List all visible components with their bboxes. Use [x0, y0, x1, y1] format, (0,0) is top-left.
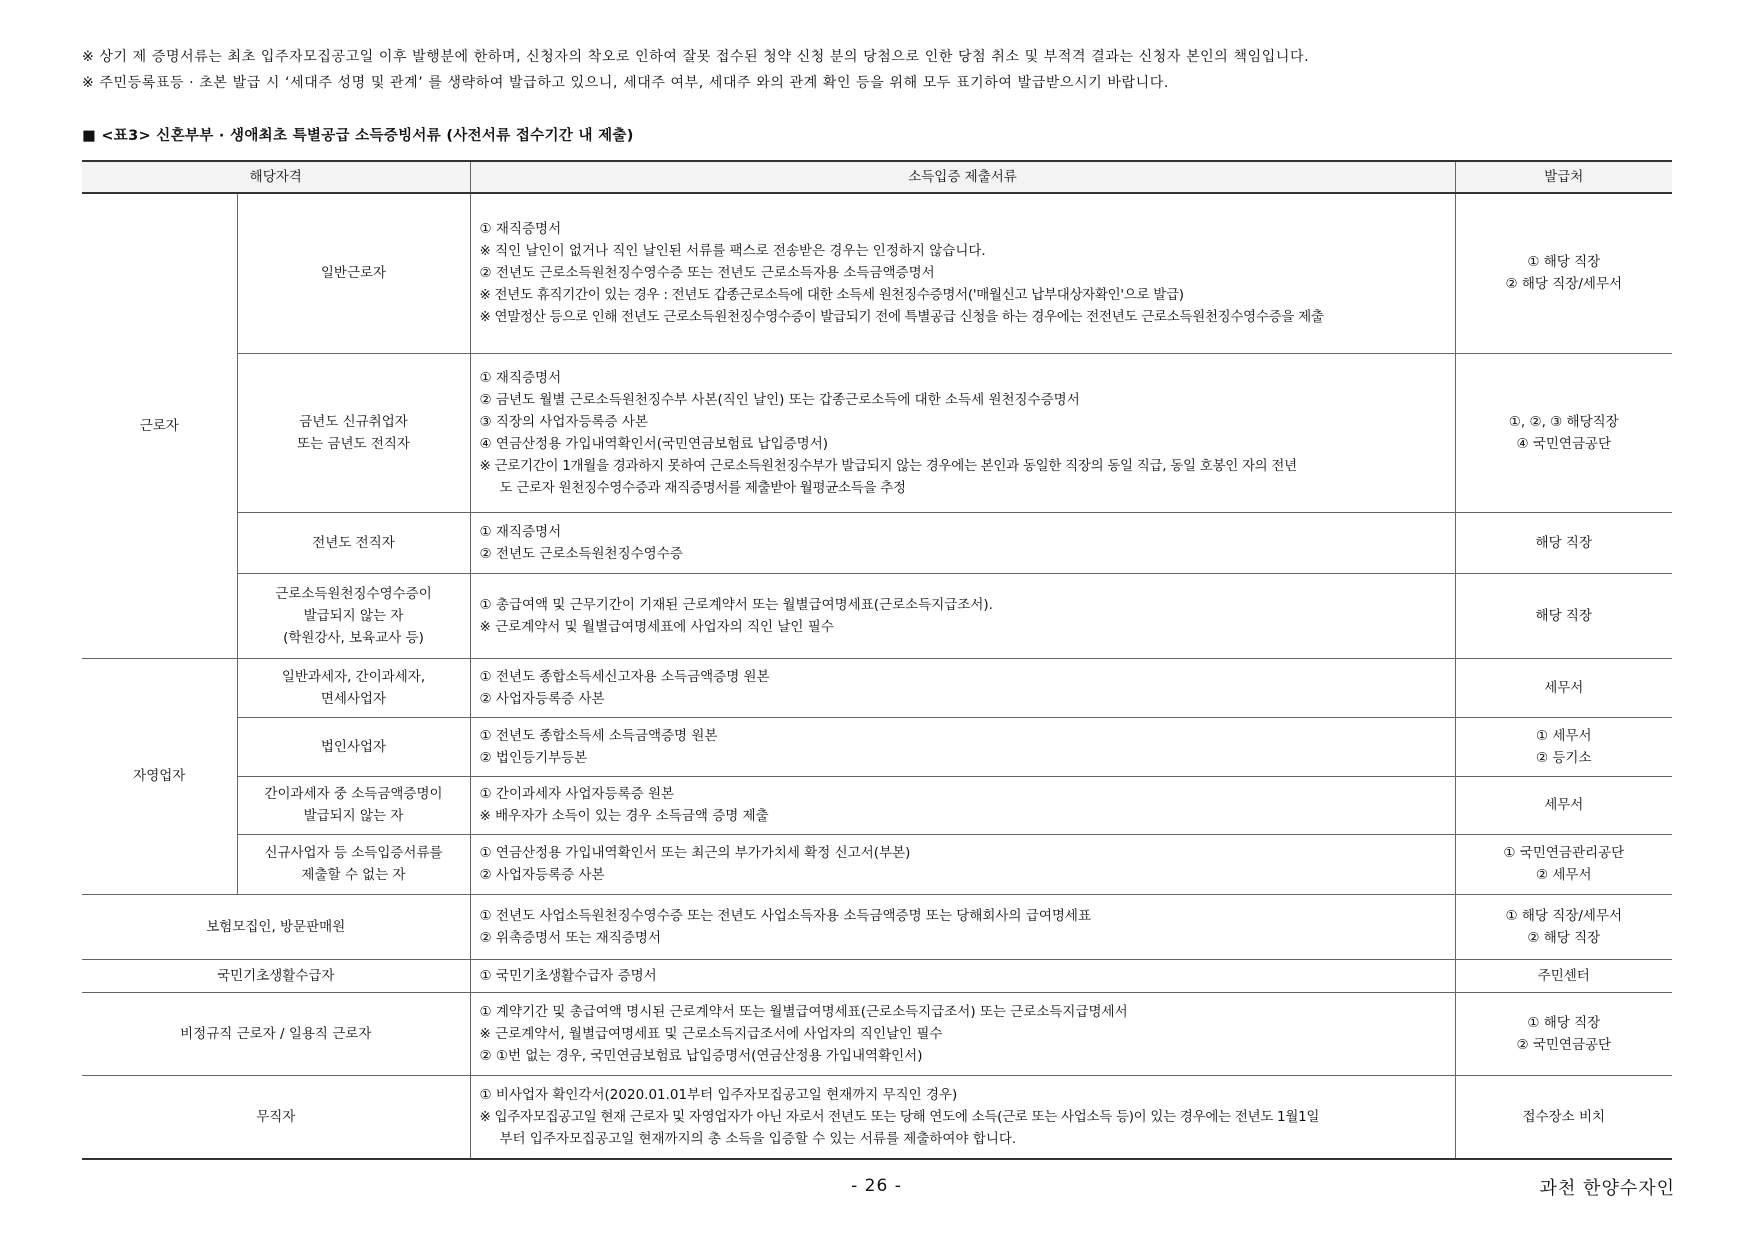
document-note: ※ 연말정산 등으로 인해 전년도 근로소득원천징수영수증이 발급되기 전에 특별공급 신청을 하는 경우에는 전전년도 근로소득원천징수영수증을 제출	[479, 309, 1324, 326]
qualification-cell	[237, 512, 470, 573]
qualification-cell	[237, 193, 470, 353]
table-header-row	[82, 161, 1672, 193]
qualification-text: 간이과세자 중 소득금액증명이	[264, 786, 443, 802]
issuer-cell	[1455, 512, 1672, 573]
header-documents: 소득입증 제출서류	[470, 161, 1455, 193]
document-line: ① 비사업자 확인각서(2020.01.01부터 입주자모집공고일 현재까지 무직인 경우)	[479, 1086, 958, 1103]
documents-cell	[470, 658, 1455, 717]
table-row	[82, 992, 1672, 1075]
issuer-text: ② 해당 직장/세무서	[1505, 276, 1623, 293]
document-line: ② 위촉증명서 또는 재직증명서	[479, 929, 661, 946]
qualification-text: 국민기초생활수급자	[217, 967, 335, 984]
issuer-cell	[1455, 353, 1672, 512]
qualification-text: 금년도 신규취업자	[299, 413, 408, 430]
qualification-cell	[237, 717, 470, 776]
document-note: ※ 직인 날인이 없거나 직인 날인된 서류를 팩스로 전송받은 경우는 인정하지 않습니다.	[479, 243, 986, 260]
header-issuer: 발급처	[1455, 161, 1672, 193]
document-line: ① 국민기초생활수급자 증명서	[479, 967, 657, 984]
issuer-text: 세무서	[1544, 797, 1584, 813]
qualification-text: 보험모집인, 방문판매원	[206, 918, 346, 935]
qualification-cell	[82, 1075, 470, 1159]
issuer-text: ④ 국민연금공단	[1516, 435, 1612, 452]
qualification-text: 비정규직 근로자 / 일용직 근로자	[180, 1025, 372, 1042]
table-row	[82, 1075, 1672, 1159]
issuer-cell	[1455, 717, 1672, 776]
issuer-text: 세무서	[1544, 679, 1584, 696]
documents-cell	[470, 894, 1455, 959]
qualification-text: 발급되지 않는 자	[303, 607, 404, 624]
documents-cell	[470, 1075, 1455, 1159]
qualification-text: 일반근로자	[320, 265, 387, 282]
document-note: ※ 입주자모집공고일 현재 근로자 및 자영업자가 아닌 자로서 전년도 또는 당해 연도에 소득(근로 또는 사업소득 등)이 있는 경우에는 전년도 1월1일	[479, 1108, 1320, 1125]
qualification-text: 법인사업자	[320, 738, 387, 755]
documents-cell	[470, 353, 1455, 512]
document-line: ② 법인등기부등본	[479, 749, 588, 766]
table-row	[82, 776, 1672, 834]
document-line: ② 사업자등록증 사본	[479, 690, 605, 707]
document-line: ① 연금산정용 가입내역확인서 또는 최근의 부가가치세 확정 신고서(부본)	[479, 845, 911, 861]
table-row	[82, 573, 1672, 658]
qualification-text: 무직자	[256, 1108, 296, 1125]
group-label-worker: 근로자	[82, 193, 237, 658]
issuer-text: ① 해당 직장	[1527, 254, 1601, 271]
documents-cell	[470, 834, 1455, 894]
document-note-continued: 도 근로자 원천징수영수증과 재직증명서를 제출받아 월평균소득을 추정	[499, 479, 906, 496]
qualification-cell	[82, 992, 470, 1075]
table-row	[82, 353, 1672, 512]
qualification-cell	[237, 353, 470, 512]
document-note: ※ 전년도 휴직기간이 있는 경우 : 전년도 갑종근로소득에 대한 소득세 원천징수증명서('매월신고 납부대상자확인'으로 발급)	[479, 287, 1184, 304]
table-row	[82, 512, 1672, 573]
issuer-text: 주민센터	[1537, 967, 1590, 984]
qualification-cell	[82, 959, 470, 992]
issuer-text: 해당 직장	[1535, 607, 1592, 624]
income-proof-table	[82, 160, 1672, 1160]
table-row	[82, 717, 1672, 776]
document-note-continued: 부터 입주자모집공고일 현재까지의 총 소득을 입증할 수 있는 서류를 제출하여야 합니다.	[499, 1130, 1017, 1147]
qualification-cell	[237, 573, 470, 658]
header-qualification: 해당자격	[82, 161, 470, 193]
issuer-cell	[1455, 834, 1672, 894]
table-row	[82, 658, 1672, 717]
table-row	[82, 834, 1672, 894]
document-line: ① 재직증명서	[479, 221, 562, 238]
issuer-cell	[1455, 959, 1672, 992]
qualification-cell	[237, 776, 470, 834]
qualification-text: 발급되지 않는 자	[303, 808, 404, 824]
document-line: ① 간이과세자 사업자등록증 원본	[479, 786, 675, 802]
issuer-text: 해당 직장	[1535, 534, 1592, 551]
issuer-text: ② 세무서	[1536, 867, 1592, 883]
qualification-text: 신규사업자 등 소득입증서류를	[264, 845, 443, 861]
qualification-text: (학원강사, 보육교사 등)	[283, 629, 424, 646]
issuer-cell	[1455, 894, 1672, 959]
document-line: ② ①번 없는 경우, 국민연금보험료 납입증명서(연금산정용 가입내역확인서)	[479, 1047, 923, 1064]
table-row	[82, 193, 1672, 353]
table-row	[82, 894, 1672, 959]
documents-cell	[470, 776, 1455, 834]
document-line: ④ 연금산정용 가입내역확인서(국민연금보험료 납입증명서)	[479, 435, 829, 452]
issuer-cell	[1455, 658, 1672, 717]
document-line: ② 전년도 근로소득원천징수영수증	[479, 545, 683, 562]
qualification-cell	[82, 894, 470, 959]
issuer-cell	[1455, 1075, 1672, 1159]
qualification-text: 또는 금년도 전직자	[297, 435, 410, 452]
documents-cell	[470, 193, 1455, 353]
table-row	[82, 959, 1672, 992]
qualification-text: 제출할 수 없는 자	[301, 867, 406, 883]
document-line: ③ 직장의 사업자등록증 사본	[479, 413, 648, 430]
issuer-text: ② 국민연금공단	[1516, 1036, 1612, 1053]
qualification-cell	[237, 658, 470, 717]
document-line: ② 사업자등록증 사본	[479, 867, 605, 883]
qualification-text: 일반과세자, 간이과세자,	[281, 668, 426, 685]
qualification-text: 근로소득원천징수영수증이	[275, 585, 432, 602]
issuer-text: ①, ②, ③ 해당직장	[1508, 413, 1619, 430]
document-line: ① 전년도 종합소득세 소득금액증명 원본	[479, 727, 718, 744]
issuer-text: ② 해당 직장	[1527, 929, 1601, 946]
documents-cell	[470, 717, 1455, 776]
issuer-text: ② 등기소	[1536, 749, 1592, 766]
documents-cell	[470, 573, 1455, 658]
document-note: ※ 근로계약서, 월별급여명세표 및 근로소득지급조서에 사업자의 직인날인 필수	[479, 1025, 943, 1042]
document-line: ① 전년도 사업소득원천징수영수증 또는 전년도 사업소득자용 소득금액증명 또는 당해회사의 급여명세표	[479, 907, 1092, 924]
qualification-text: 전년도 전직자	[312, 534, 395, 551]
document-note: ※ 배우자가 소득이 있는 경우 소득금액 증명 제출	[479, 808, 769, 824]
note-line: ※ 주민등록표등 · 초본 발급 시 ‘세대주 성명 및 관계’ 를 생략하여 발급하고 있으니, 세대주 여부, 세대주 와의 관계 확인 등을 위해 모두 표기하여 발급받으시기 바랍니다.	[82, 75, 1169, 91]
document-note: ※ 근로기간이 1개월을 경과하지 못하여 근로소득원천징수부가 발급되지 않는 경우에는 본인과 동일한 직장의 동일 직급, 동일 호봉인 자의 전년	[479, 457, 1297, 474]
documents-cell	[470, 959, 1455, 992]
issuer-text: 접수장소 비치	[1522, 1108, 1606, 1125]
document-note: ※ 근로계약서 및 월별급여명세표에 사업자의 직인 날인 필수	[479, 618, 834, 635]
issuer-text: ① 해당 직장/세무서	[1505, 907, 1623, 924]
qualification-text: 면세사업자	[320, 690, 387, 707]
section-title: ■ <표3> 신혼부부 · 생애최초 특별공급 소득증빙서류 (사전서류 접수기간 내 제출)	[82, 128, 634, 144]
document-line: ② 전년도 근로소득원천징수영수증 또는 전년도 근로소득자용 소득금액증명서	[479, 265, 935, 282]
issuer-cell	[1455, 992, 1672, 1075]
documents-cell	[470, 992, 1455, 1075]
document-line: ① 전년도 종합소득세신고자용 소득금액증명 원본	[479, 668, 770, 685]
document-line: ① 재직증명서	[479, 369, 562, 386]
document-line: ② 금년도 월별 근로소득원천징수부 사본(직인 날인) 또는 갑종근로소득에 대한 소득세 원천징수증명서	[479, 391, 1080, 408]
qualification-cell	[237, 834, 470, 894]
issuer-text: ① 세무서	[1536, 727, 1592, 744]
page-number: - 26 -	[851, 1176, 902, 1196]
issuer-text: ① 해당 직장	[1527, 1014, 1601, 1031]
project-name: 과천 한양수자인	[1539, 1178, 1675, 1199]
group-label-self-employed: 자영업자	[82, 658, 237, 894]
issuer-text: ① 국민연금관리공단	[1503, 845, 1625, 861]
documents-cell	[470, 512, 1455, 573]
issuer-cell	[1455, 776, 1672, 834]
issuer-cell	[1455, 573, 1672, 658]
note-line: ※ 상기 제 증명서류는 최초 입주자모집공고일 이후 발행분에 한하며, 신청자의 착오로 인하여 잘못 접수된 청약 신청 분의 당첨으로 인한 당첨 취소 및 부적격 결과는 신청자 본인의 책임입니다.	[82, 49, 1310, 65]
document-line: ① 총급여액 및 근무기간이 기재된 근로계약서 또는 월별급여명세표(근로소득지급조서).	[479, 596, 993, 613]
issuer-cell	[1455, 193, 1672, 353]
document-line: ① 계약기간 및 총급여액 명시된 근로계약서 또는 월별급여명세표(근로소득지급조서) 또는 근로소득지급명세서	[479, 1003, 1128, 1020]
document-line: ① 재직증명서	[479, 523, 562, 540]
notes	[82, 44, 1682, 96]
